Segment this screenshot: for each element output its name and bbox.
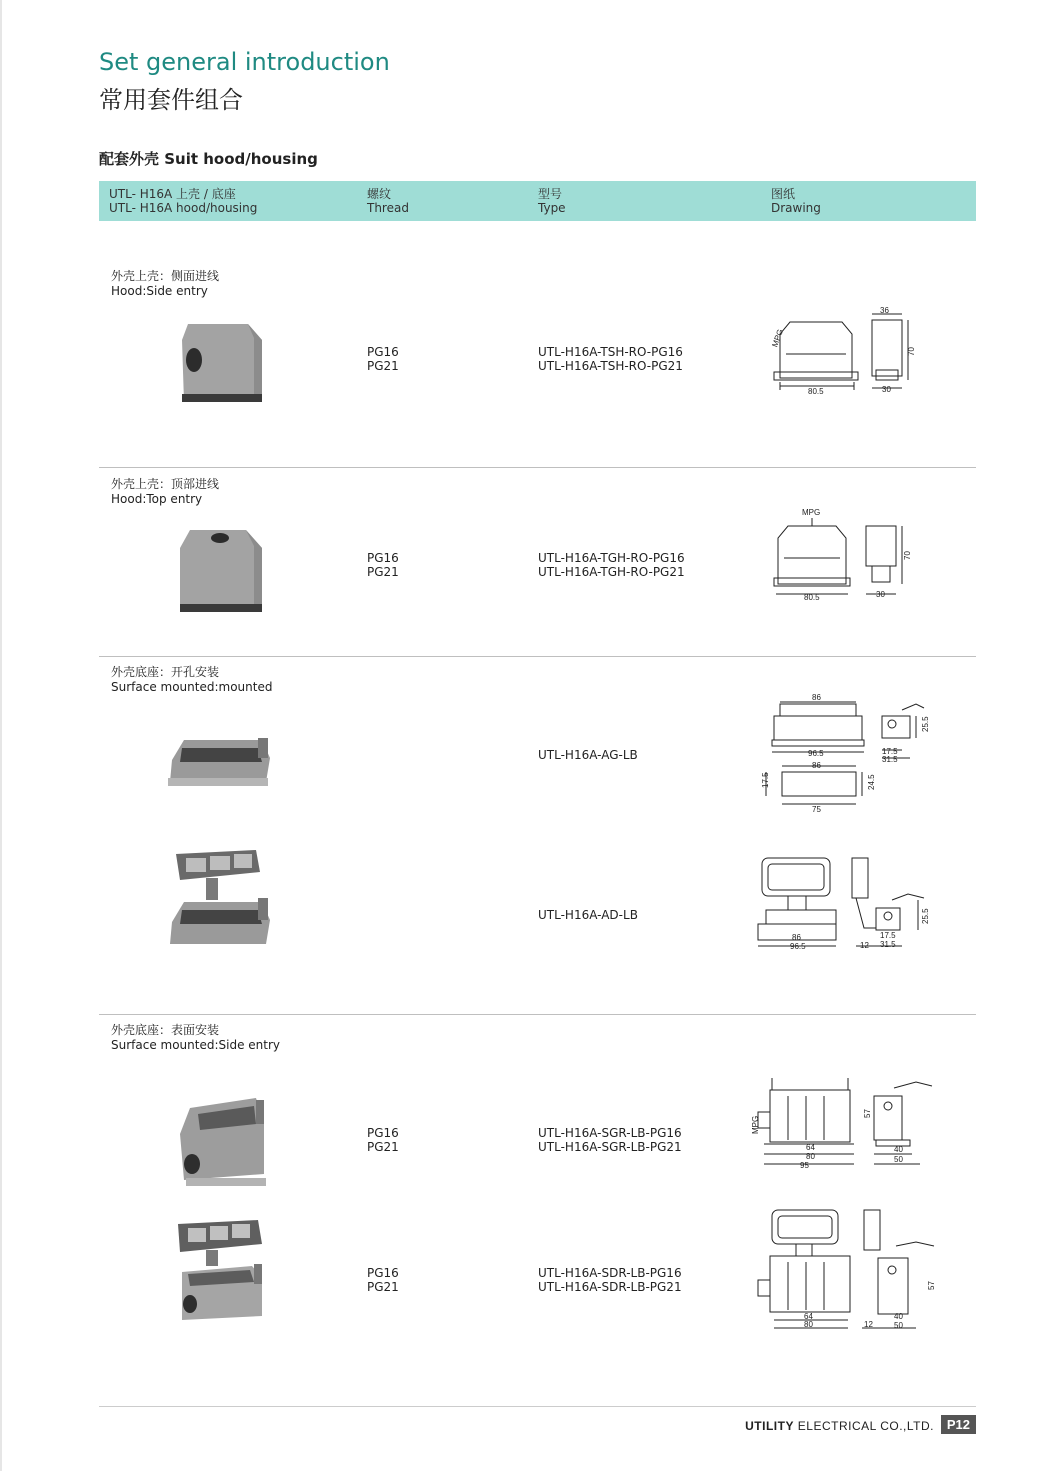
drawing-label: 31.5 xyxy=(882,755,898,764)
product-photo-housing-with-lid xyxy=(166,846,276,955)
table-header xyxy=(99,181,976,221)
product-photo-base-with-lid xyxy=(170,1216,270,1333)
section-label xyxy=(111,269,219,299)
section-label-cn: 外壳上壳：侧面进线 xyxy=(111,269,220,283)
drawing-label: 40 xyxy=(894,1145,903,1154)
drawing-label: 57 xyxy=(863,1109,872,1118)
drawing-label: 50 xyxy=(894,1155,903,1164)
section-label-en: Surface mounted:mounted xyxy=(111,680,273,694)
footer-company xyxy=(745,1419,934,1433)
thread-cell xyxy=(367,551,399,579)
drawing-label: 86 xyxy=(792,933,801,942)
thread-value: PG16 xyxy=(367,345,399,359)
type-cell xyxy=(538,551,685,579)
thread-cell xyxy=(367,345,399,373)
page-edge-rule xyxy=(0,0,2,1471)
technical-drawing xyxy=(744,1206,944,1339)
section-subtitle: 配套外壳 Suit hood/housing xyxy=(99,150,318,168)
type-value: UTL-H16A-TSH-RO-PG21 xyxy=(538,359,683,373)
type-cell xyxy=(538,1266,682,1294)
type-cell xyxy=(538,345,683,373)
type-value: UTL-H16A-SGR-LB-PG21 xyxy=(538,1140,682,1154)
type-cell xyxy=(538,908,638,922)
thread-value: PG21 xyxy=(367,359,399,373)
type-value: UTL-H16A-SDR-LB-PG21 xyxy=(538,1280,682,1294)
technical-drawing xyxy=(766,506,916,607)
section-label xyxy=(111,1023,280,1053)
type-cell xyxy=(538,748,638,762)
product-photo-housing-open xyxy=(166,730,276,795)
section-divider xyxy=(99,656,976,657)
type-value: UTL-H16A-TGH-RO-PG16 xyxy=(538,551,685,565)
thread-value: PG16 xyxy=(367,1126,399,1140)
drawing-label: 24.5 xyxy=(867,774,876,790)
drawing-label: 36 xyxy=(880,306,889,315)
drawing-label: 95 xyxy=(800,1161,809,1170)
drawing-label: 40 xyxy=(894,1312,903,1321)
type-value: UTL-H16A-AD-LB xyxy=(538,908,638,922)
drawing-label: 80.5 xyxy=(804,593,820,602)
section-label-en: Hood:Side entry xyxy=(111,284,208,298)
technical-drawing xyxy=(752,690,942,821)
product-photo-hood-side-entry xyxy=(176,318,272,413)
section-label-cn: 外壳上壳：顶部进线 xyxy=(111,477,220,491)
section-label-en: Hood:Top entry xyxy=(111,492,203,506)
drawing-label: 80.5 xyxy=(808,387,824,396)
col-drawing-en: Drawing xyxy=(771,201,821,215)
col-type-cn: 型号 xyxy=(538,187,563,201)
drawing-label: MPG xyxy=(751,1115,760,1134)
drawing-label: 96.5 xyxy=(790,942,806,951)
drawing-label: 64 xyxy=(804,1312,813,1321)
drawing-label: 80 xyxy=(806,1152,815,1161)
section-divider xyxy=(99,1014,976,1015)
drawing-label: 70 xyxy=(907,347,916,356)
drawing-label: 50 xyxy=(894,1321,903,1330)
technical-drawing xyxy=(752,850,942,961)
drawing-label: 25.5 xyxy=(921,908,930,924)
drawing-label: 64 xyxy=(806,1143,815,1152)
section-label xyxy=(111,665,272,695)
thread-value: PG21 xyxy=(367,565,399,579)
technical-drawing xyxy=(744,1074,944,1177)
thread-cell xyxy=(367,1126,399,1154)
drawing-label: 75 xyxy=(812,805,821,814)
col-thread-cn: 螺纹 xyxy=(367,187,392,201)
section-label-cn: 外壳底座：开孔安装 xyxy=(111,665,220,679)
section-label xyxy=(111,477,219,507)
company-name: ELECTRICAL CO.,LTD. xyxy=(793,1419,934,1433)
thread-value: PG21 xyxy=(367,1140,399,1154)
drawing-label: 30 xyxy=(876,590,885,599)
thread-value: PG16 xyxy=(367,551,399,565)
col-drawing-cn: 图纸 xyxy=(771,187,796,201)
drawing-label: 30 xyxy=(882,385,891,394)
drawing-label: MPG xyxy=(802,508,821,517)
type-cell xyxy=(538,1126,682,1154)
section-label-cn: 外壳底座：表面安装 xyxy=(111,1023,220,1037)
col-housing-header xyxy=(109,187,257,215)
drawing-label: 96.5 xyxy=(808,749,824,758)
drawing-label: 86 xyxy=(812,761,821,770)
col-thread-en: Thread xyxy=(367,201,409,215)
section-divider xyxy=(99,467,976,468)
thread-value: PG21 xyxy=(367,1280,399,1294)
drawing-label: 25.5 xyxy=(921,716,930,732)
drawing-label: MPG xyxy=(770,328,786,349)
col-type-header xyxy=(538,187,566,215)
drawing-label: 17.5 xyxy=(882,747,898,756)
company-brand: UTILITY xyxy=(745,1419,794,1433)
thread-value: PG16 xyxy=(367,1266,399,1280)
page-title-en: Set general introduction xyxy=(99,48,390,76)
col-type-en: Type xyxy=(538,201,566,215)
col-drawing-header xyxy=(771,187,821,215)
drawing-label: 17.5 xyxy=(880,931,896,940)
page-number: P12 xyxy=(941,1415,976,1434)
type-value: UTL-H16A-TSH-RO-PG16 xyxy=(538,345,683,359)
drawing-label: 86 xyxy=(812,693,821,702)
drawing-label: 57 xyxy=(927,1281,936,1290)
technical-drawing xyxy=(760,304,920,401)
drawing-label: 12 xyxy=(860,941,869,950)
section-label-en: Surface mounted:Side entry xyxy=(111,1038,281,1052)
drawing-label: 70 xyxy=(903,551,912,560)
page-title-cn: 常用套件组合 xyxy=(99,86,243,114)
type-value: UTL-H16A-SDR-LB-PG16 xyxy=(538,1266,682,1280)
drawing-label: 80 xyxy=(804,1320,813,1329)
drawing-label: 12 xyxy=(864,1320,873,1329)
type-value: UTL-H16A-AG-LB xyxy=(538,748,638,762)
product-photo-base-side-entry xyxy=(170,1094,270,1195)
footer-divider xyxy=(99,1406,976,1407)
col-housing-cn: UTL- H16A 上壳 / 底座 xyxy=(109,187,236,201)
thread-cell xyxy=(367,1266,399,1294)
drawing-label: 31.5 xyxy=(880,940,896,949)
type-value: UTL-H16A-TGH-RO-PG21 xyxy=(538,565,685,579)
col-housing-en: UTL- H16A hood/housing xyxy=(109,201,258,215)
product-photo-hood-top-entry xyxy=(176,526,272,621)
drawing-label: 17.5 xyxy=(761,772,770,788)
type-value: UTL-H16A-SGR-LB-PG16 xyxy=(538,1126,682,1140)
col-thread-header xyxy=(367,187,409,215)
